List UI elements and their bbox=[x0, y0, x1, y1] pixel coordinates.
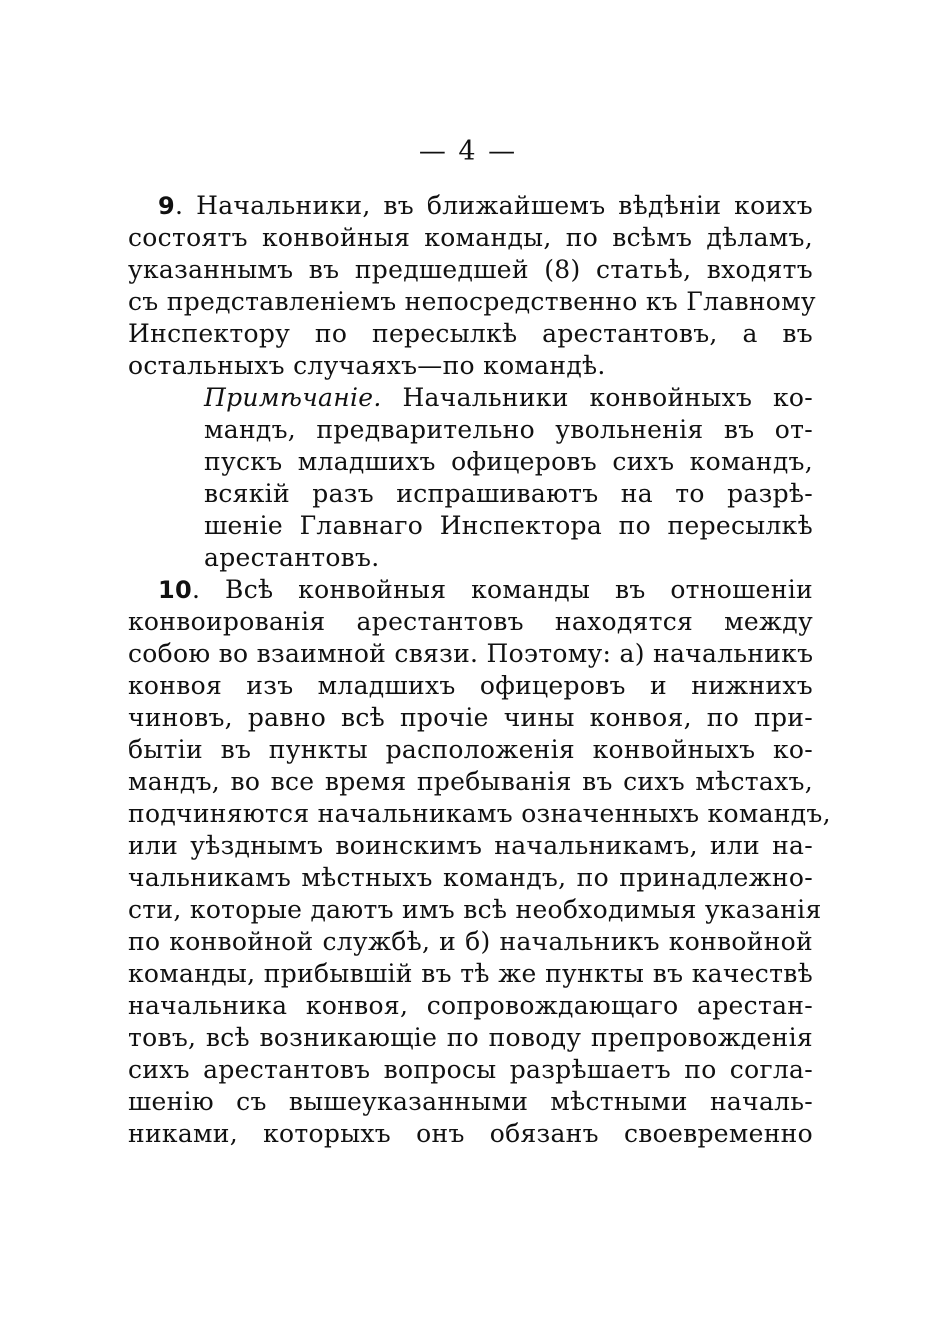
paragraph-line: или уѣзднымъ воинскимъ начальникамъ, или на- bbox=[128, 831, 813, 860]
note-label: Примѣчаніе. bbox=[204, 383, 382, 412]
paragraph-line: Инспектору по пересылкѣ арестантовъ, а въ bbox=[128, 319, 813, 348]
paragraph-line: конвоированія арестантовъ находятся между bbox=[128, 607, 813, 636]
paragraph-line: чиновъ, равно всѣ прочіе чины конвоя, по при- bbox=[128, 703, 813, 732]
note-line: мандъ, предварительно увольненія въ от- bbox=[204, 415, 813, 444]
paragraph-line: товъ, всѣ возникающіе по поводу препровожденія bbox=[128, 1023, 813, 1052]
body-text bbox=[128, 190, 831, 1150]
section-10-number: 10 bbox=[158, 576, 192, 604]
paragraph-line: собою во взаимной связи. Поэтому: а) начальникъ bbox=[128, 639, 814, 668]
section-9 bbox=[128, 190, 816, 382]
paragraph-line: команды, прибывшій въ тѣ же пункты въ качествѣ bbox=[128, 959, 813, 988]
paragraph-line: бытіи въ пункты расположенія конвойныхъ ко- bbox=[128, 735, 813, 764]
paragraph-line: сти, которые даютъ имъ всѣ необходимыя указанія bbox=[128, 895, 822, 924]
paragraph-line: по конвойной службѣ, и б) начальникъ конвойной bbox=[128, 927, 813, 956]
paragraph-line: никами, которыхъ онъ обязанъ своевременно bbox=[128, 1119, 813, 1148]
note-line: арестантовъ. bbox=[204, 543, 380, 572]
note-line: пускъ младшихъ офицеровъ сихъ командъ, bbox=[204, 447, 813, 476]
paragraph-line: остальныхъ случаяхъ—по командѣ. bbox=[128, 351, 606, 380]
paragraph-line: съ представленіемъ непосредственно къ Главному bbox=[128, 287, 816, 316]
note-line-1 bbox=[204, 382, 813, 414]
page-number: — 4 — bbox=[418, 136, 518, 167]
paragraph-line: начальника конвоя, сопровождающаго арестан- bbox=[128, 991, 813, 1020]
section-10-first-text: . Всѣ конвойныя команды въ отношеніи bbox=[192, 575, 813, 604]
paragraph-line: подчиняются начальникамъ означенныхъ командъ, bbox=[128, 799, 831, 828]
paragraph-line: чальникамъ мѣстныхъ командъ, по принадлежно- bbox=[128, 863, 813, 892]
paragraph-line: мандъ, во все время пребыванія въ сихъ мѣстахъ, bbox=[128, 767, 813, 796]
paragraph-line: конвоя изъ младшихъ офицеровъ и нижнихъ bbox=[128, 671, 813, 700]
note-first-text: Начальники конвойныхъ ко- bbox=[381, 383, 813, 412]
section-9-number: 9 bbox=[158, 192, 175, 220]
note-line: всякій разъ испрашиваютъ на то разрѣ- bbox=[204, 479, 813, 508]
paragraph-line: шенію съ вышеуказанными мѣстными началь- bbox=[128, 1087, 813, 1116]
paragraph-line: указаннымъ въ предшедшей (8) статьѣ, входятъ bbox=[128, 255, 813, 284]
paragraph-line: сихъ арестантовъ вопросы разрѣшаетъ по согла- bbox=[128, 1055, 813, 1084]
section-10 bbox=[128, 574, 831, 1150]
note-block bbox=[128, 382, 813, 574]
section-9-first-text: . Начальники, въ ближайшемъ вѣдѣніи коихъ bbox=[175, 191, 813, 220]
note-line: шеніе Главнаго Инспектора по пересылкѣ bbox=[204, 511, 813, 540]
section-10-line-1 bbox=[128, 574, 813, 606]
paragraph-line: состоятъ конвойныя команды, по всѣмъ дѣламъ, bbox=[128, 223, 813, 252]
section-9-line-1 bbox=[128, 190, 813, 222]
